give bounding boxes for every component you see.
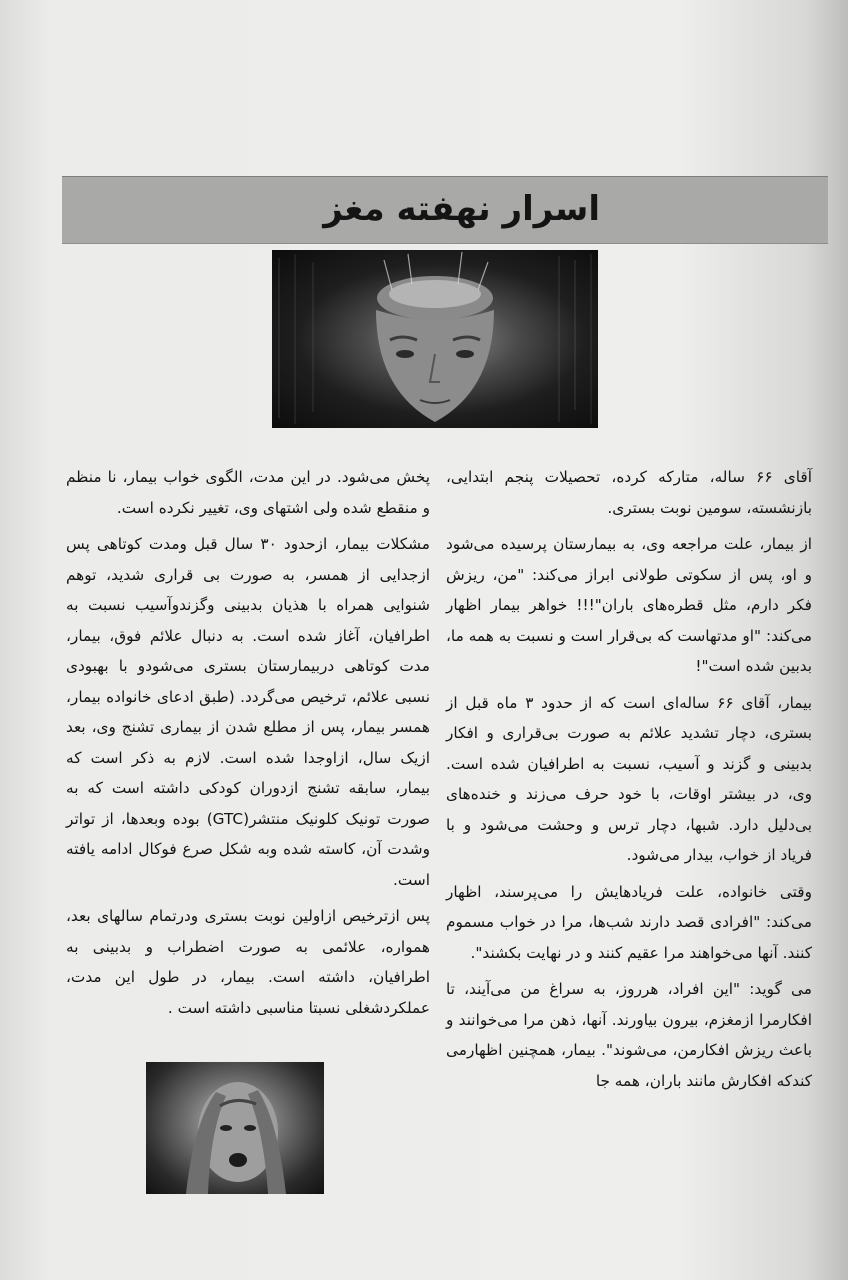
paragraph: از بیمار، علت مراجعه وی، به بیمارستان پرسیده می‌شود و او، پس از سکوتی طولانی ابراز می‌کند: "من، ریزش فکر دارم، مثل قطره‌های باران"!!! خواهر بیمار اظهار می‌کند: "او مدتهاست که بی‌قرار است و نسبت به همه ما، بدبین شده است"! [446,535,812,675]
head-in-hands-image [146,1062,324,1194]
paragraph: بیمار، آقای ۶۶ ساله‌ای است که از حدود ۳ ماه قبل از بستری، دچار تشدید علائم به صورت بی‌قراری و افکار بدبینی و گزند و آسیب، نسبت به اطرافیان شده است. وی، در بیشتر اوقات، با خود حرف می‌زند و خنده‌های بی‌دلیل دارد. شبها، دچار ترس و وحشت می‌شود و با فریاد از خواب، بیدار می‌شود. [446,693,813,864]
paragraph: پس ازترخیص ازاولین نوبت بستری ودرتمام سالهای بعد، همواره، علائمی به صورت اضطراب و بدبینی به اطرافیان، داشته است. بیمار، در طول این مدت، عملکردشغلی نسبتا مناسبی داشته است . [66,907,430,1017]
paragraph: آقای ۶۶ ساله، متارکه کرده، تحصیلات پنجم ابتدایی، بازنشسته، سومین نوبت بستری. [446,468,812,517]
paragraph: پخش می‌شود. در این مدت، الگوی خواب بیمار، نا منظم و منقطع شده ولی اشتهای وی، تغییر نکرده است. [66,468,430,517]
paragraph: مشکلات بیمار، ازحدود ۳۰ سال قبل ومدت کوتاهی پس ازجدایی از همسر، به صورت بی قراری شدید، توهم شنوایی همراه با هذیان بدبینی وگزندوآسیب نسبت به اطرافیان، آغاز شده است. به دنبال علائم فوق، بیمار، مدت کوتاهی دربیمارستان بستری می‌شودو با بهبودی نسبی علائم، ترخیص می‌گردد. (طبق ادعای خانواده بیمار، همسر بیمار، پس از مطلع شدن از بیماری تشنج وی، بعد ازیک سال، ازاوجدا شده است. لازم به ذکر است که بیمار، سابقه تشنج ازدوران کودکی داشته است که به صورت تونیک کلونیک منتشر(GTC) بوده وبعدها، از تواتر وشدت آن، کاسته شده وبه شکل صرع فوکال ادامه یافته است. [66,535,430,889]
article-title: اسرار نهفته مغز [323,189,600,229]
head-with-open-skull-icon [272,250,598,428]
distressed-person-icon [146,1062,324,1194]
title-banner [62,176,828,244]
left-text-column [66,462,430,1023]
brain-illustration-image [272,250,598,428]
right-text-column [446,462,812,1096]
paragraph: وقتی خانواده، علت فریادهایش را می‌پرسند، اظهار می‌کند: "افرادی قصد دارند شب‌ها، مرا در خواب مسموم کنند. آنها می‌خواهند مرا عقیم کنند و در نهایت بکشند". [446,882,812,962]
paragraph: می گوید: "این افراد، هرروز، به سراغ من می‌آیند، تا افکارمرا ازمغزم، بیرون بیاورند. آنها، ذهن مرا می‌خوانند و باعث ریزش افکارمن، می‌شوند". بیمار، همچنین اظهارمی کندکه افکارش مانند باران، همه جا [446,980,812,1090]
